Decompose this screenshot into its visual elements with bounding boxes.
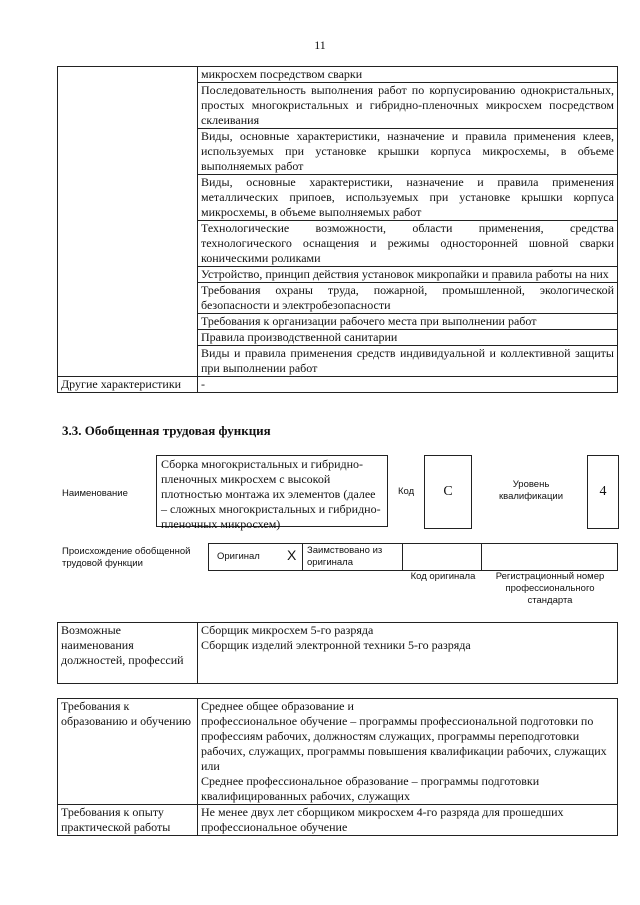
- requirement-cell: Последовательность выполнения работ по корпусированию однокристальных, простых многокристальных и гибридно-пленочных микросхем посредством склеивания: [198, 83, 618, 129]
- page-number: 11: [314, 38, 326, 52]
- table-row: [58, 377, 618, 393]
- table-row: [58, 67, 618, 83]
- requirement-cell: Виды и правила применения средств индивидуальной и коллективной защиты при выполнении работ: [198, 346, 618, 377]
- name-label: Наименование: [62, 488, 128, 499]
- requirement-cell: микросхем посредством сварки: [198, 67, 618, 83]
- requirement-cell: Правила производственной санитарии: [198, 330, 618, 346]
- origin-label: Происхождение обобщенной трудовой функции: [62, 546, 191, 569]
- requirement-cell: Виды, основные характеристики, назначение и правила применения клеев, используемых при установке крышки корпуса микросхемы, в объеме выполняемых работ: [198, 129, 618, 175]
- other-characteristics-value: -: [198, 377, 618, 393]
- table-row: [58, 805, 618, 836]
- empty-cell: [58, 67, 198, 377]
- education-table: [57, 698, 618, 836]
- education-line: Среднее профессиональное образование – программы подготовки квалифицированных рабочих, служащих: [201, 774, 540, 803]
- function-code-box: C: [424, 455, 472, 529]
- original-code-caption: Код оригинала: [410, 571, 476, 582]
- positions-table: [57, 622, 618, 684]
- requirement-cell: Требования охраны труда, пожарной, промышленной, экологической безопасности и электробезопасности: [198, 283, 618, 314]
- position-item: Сборщик микросхем 5-го разряда: [201, 623, 374, 637]
- education-values: [198, 699, 618, 805]
- borrowed-label: Заимствовано из оригинала: [307, 545, 383, 568]
- education-line: или: [201, 759, 220, 773]
- level-label: Уровень квалификации: [498, 479, 564, 502]
- experience-label: Требования к опыту практической работы: [58, 805, 198, 836]
- original-label: Оригинал: [217, 551, 260, 562]
- function-name-box: Сборка многокристальных и гибридно-пленочных микросхем с высокой плотностью монтажа их элементов (далее – сложных многокристальных и гибридно-пленочных микросхем): [156, 455, 388, 527]
- registration-number-caption: Регистрационный номер профессионального стандарта: [495, 571, 605, 606]
- table-row: [58, 699, 618, 805]
- borrowed-cell: [302, 544, 403, 570]
- requirement-cell: Требования к организации рабочего места при выполнении работ: [198, 314, 618, 330]
- table-row: [58, 623, 618, 684]
- education-line: Среднее общее образование и: [201, 699, 354, 713]
- positions-label: Возможные наименования должностей, профессий: [58, 623, 198, 684]
- original-mark: X: [287, 547, 297, 563]
- section-heading: 3.3. Обобщенная трудовая функция: [62, 423, 271, 438]
- education-line: профессиональное обучение – программы профессиональной подготовки по профессиям рабочих, должностям служащих, программы переподготовки рабочих, служащих, программы повышения квалификации рабочих, служащих: [201, 714, 607, 758]
- knowledge-table: [57, 66, 618, 393]
- origin-row: [208, 543, 618, 571]
- experience-value: Не менее двух лет сборщиком микросхем 4-го разряда для прошедших профессиональное обучение: [198, 805, 618, 836]
- registration-number-cell: [482, 544, 616, 570]
- position-item: Сборщик изделий электронной техники 5-го разряда: [201, 638, 471, 652]
- education-label: Требования к образованию и обучению: [58, 699, 198, 805]
- requirement-cell: Виды, основные характеристики, назначение и правила применения металлических припоев, используемых при установке крышки корпуса микросхемы, в объеме выполняемых работ: [198, 175, 618, 221]
- original-cell: [209, 544, 303, 570]
- other-characteristics-label: Другие характеристики: [58, 377, 198, 393]
- positions-values: [198, 623, 618, 684]
- requirement-cell: Устройство, принцип действия установок микропайки и правила работы на них: [198, 267, 618, 283]
- code-label: Код: [398, 486, 415, 497]
- requirement-cell: Технологические возможности, области применения, средства технологического оснащения и режимы односторонней шовной сварки коническими роликами: [198, 221, 618, 267]
- qualification-level-box: 4: [587, 455, 619, 529]
- original-code-cell: [403, 544, 482, 570]
